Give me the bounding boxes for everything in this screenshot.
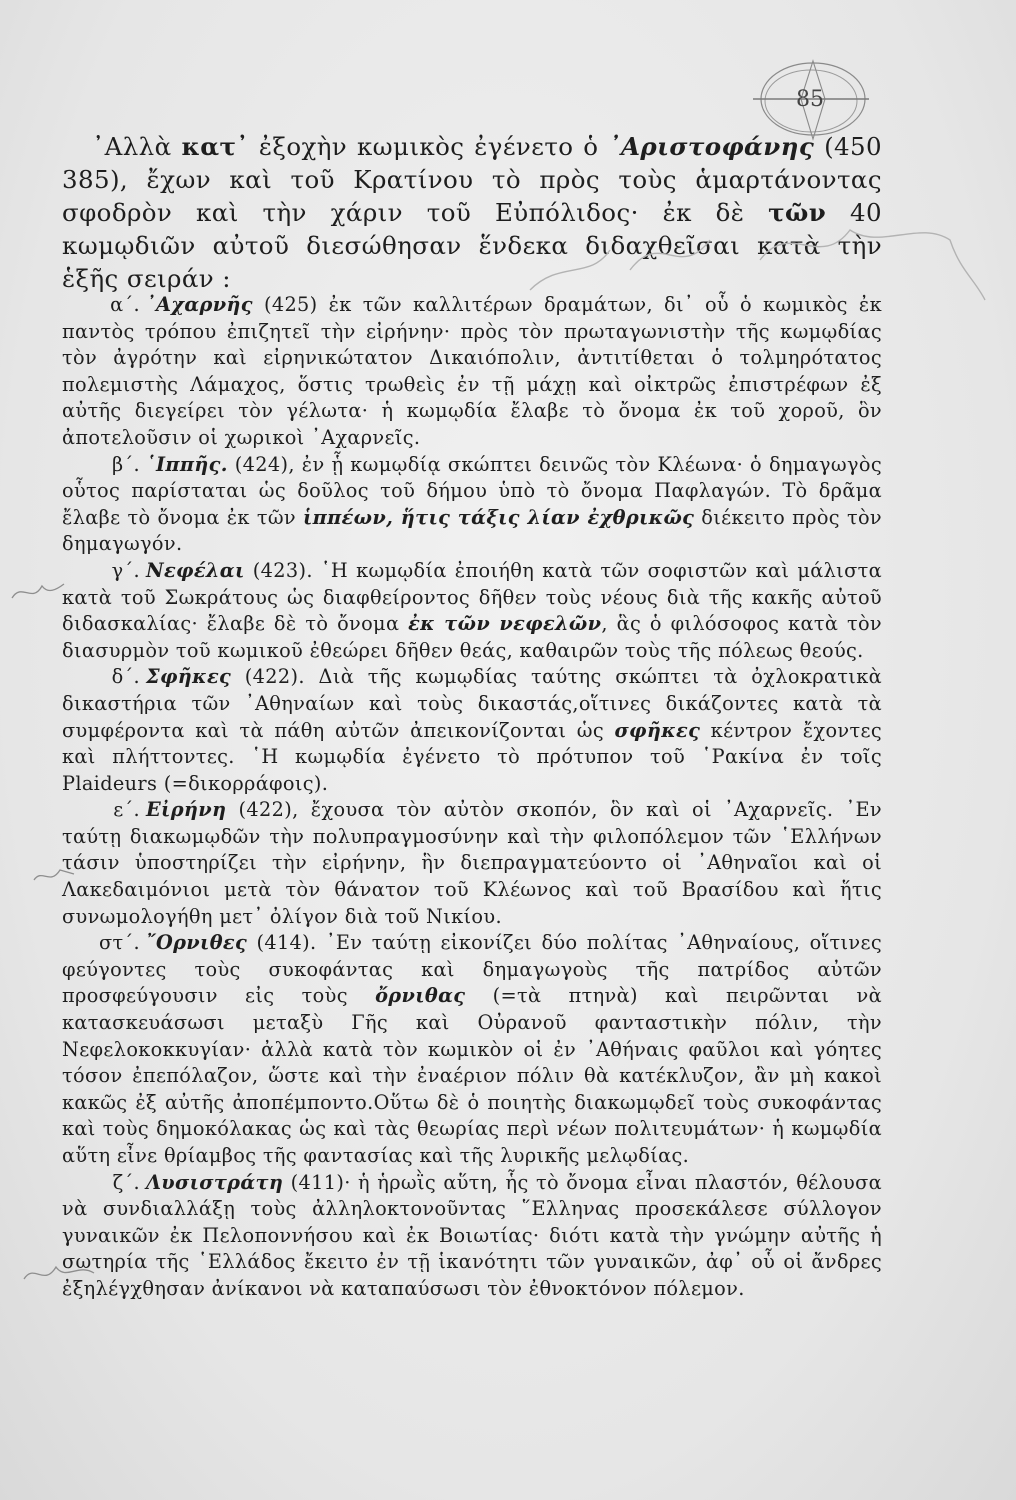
- entry-title: Σφῆκες: [146, 665, 232, 689]
- entry-number: ζ΄.: [112, 1170, 140, 1194]
- entry-title: Εἰρήνη: [146, 798, 227, 822]
- list-item: [62, 452, 882, 558]
- intro-ton: τῶν: [768, 198, 827, 227]
- entry-text-end: κέντρον ἔχοντες καὶ πλήττοντες. ῾Η κωμῳδία ἐγένετο τὸ πρότυπον τοῦ ῾Ρακίνα ἐν τοῖς Plaideurs (=δικορράφοις).: [62, 718, 882, 795]
- entry-title: ᾿Αχαρνῆς: [146, 293, 253, 316]
- intro-text-3: (450 385), ἔχων καὶ τοῦ Κρατίνου τὸ πρὸς τοὺς ἁμαρτάνοντας σφοδρὸν καὶ τὴν χάριν τοῦ Εὐπόλιδος· ἐκ δὲ: [62, 132, 883, 227]
- intro-text-1: ᾿Αλλὰ: [92, 132, 182, 161]
- entry-emphasis: ἐκ τῶν νεφελῶν: [408, 612, 602, 636]
- list-item: [62, 664, 882, 797]
- entry-title: Λυσιστράτη: [146, 1170, 284, 1194]
- pencil-mark-icon: [8, 570, 68, 610]
- entry-text: (423). ῾Η κωμῳδία ἐποιήθη κατὰ τῶν σοφιστῶν καὶ μάλιστα κατὰ τοῦ Σωκράτους ὡς διαφθείροντος δῆθεν τοὺς νέους διὰ τῆς κακῆς αὐτοῦ διδασκαλίας· ἔλαβε δὲ τὸ ὄνομα: [62, 558, 882, 636]
- entry-text: (422), ἔχουσα τὸν αὐτὸν σκοπόν, ὃν καὶ οἱ ᾿Αχαρνεῖς. ᾿Εν ταύτῃ διακωμῳδῶν τὴν πολυπραγμοσύνην καὶ τὴν φιλοπόλεμον τῶν ῾Ελλήνων τάσιν ὑποστηρίζει τὴν εἰρήνην, ἣν διεπραγματεύοντο οἱ ᾿Αθηναῖοι καὶ οἱ Λακεδαιμόνιοι μετὰ τὸν θάνατον τοῦ Κλέωνος καὶ τοῦ Βρασίδου καὶ ἥτις συνωμολογήθη μετ᾿ ὀλίγον διὰ τοῦ Νικίου.: [62, 798, 882, 928]
- entry-number: στ΄.: [99, 931, 140, 955]
- entry-text-end: , ἃς ὁ φιλόσοφος κατὰ τὸν διασυρμὸν τοῦ κωμικοῦ ἐθεώρει δῆθεν θεάς, καθαιρῶν τοὺς τῆς πόλεως θεούς.: [62, 612, 882, 662]
- entry-text-end: διέκειτο πρὸς τὸν δημαγωγόν.: [62, 505, 882, 556]
- entry-emphasis: ὄρνιθας: [375, 984, 466, 1008]
- entry-title: Νεφέλαι: [146, 558, 245, 582]
- entry-number: β΄.: [112, 452, 140, 476]
- pencil-mark-icon: [30, 860, 80, 890]
- list-item: [62, 1170, 882, 1303]
- entry-number: ε΄.: [113, 798, 140, 822]
- entry-text: (414). ᾿Εν ταύτῃ εἰκονίζει δύο πολίτας ᾿Αθηναίους, οἵτινες φεύγοντες τοὺς συκοφάντας καὶ δημαγωγοὺς τῆς πατρίδος αὐτῶν προσφεύγουσιν εἰς τοὺς: [62, 931, 882, 1008]
- entry-text: (422). Διὰ τῆς κωμῳδίας ταύτης σκώπτει τὰ ὀχλοκρατικὰ δικαστήρια τῶν ᾿Αθηναίων καὶ τοὺς δικαστάς,οἵτινες δικάζοντες κατὰ τὰ συμφέροντα καὶ τὰ πάθη αὐτῶν ἀπεικονίζονται ὡς: [62, 665, 882, 742]
- intro-text-4: 40 κωμῳδιῶν αὐτοῦ διεσώθησαν ἕνδεκα διδαχθεῖσαι κατὰ τὴν ἑξῆς σειράν :: [62, 198, 882, 293]
- comedies-list: [62, 292, 882, 1303]
- page-number: 85: [796, 87, 824, 112]
- intro-aristophanes: ᾿Αριστοφάνης: [608, 132, 815, 161]
- list-item: [62, 930, 882, 1169]
- entry-number: δ΄.: [111, 665, 140, 689]
- entry-number: α΄.: [110, 293, 140, 316]
- entry-text: (424), ἐν ᾗ κωμῳδίᾳ σκώπτει δεινῶς τὸν Κλέωνα· ὁ δημαγωγὸς οὗτος παρίσταται ὡς δοῦλος τοῦ δήμου ὑπὸ τὸ ὄνομα Παφλαγών. Τὸ δρᾶμα ἔλαβε τὸ ὄνομα ἐκ τῶν: [62, 452, 882, 529]
- intro-text-2: ἐξοχὴν κωμικὸς ἐγένετο ὁ: [249, 132, 609, 161]
- entry-title: ῾Ιππῆς.: [146, 452, 228, 476]
- entry-title: ῎Ορνιθες: [146, 931, 248, 955]
- intro-kat: κατ᾿: [181, 132, 249, 161]
- entry-text: (411)· ἡ ἡρωῒς αὕτη, ἧς τὸ ὄνομα εἶναι πλαστόν, θέλουσα νὰ συνδιαλλάξῃ τοὺς ἀλληλοκτονοῦντας ῞Ελληνας προσεκάλεσε σύλλογον γυναικῶν ἐκ Πελοποννήσου καὶ ἐκ Βοιωτίας· διότι κατὰ τὴν γνώμην αὐτῆς ἡ σωτηρία τῆς ῾Ελλάδος ἔκειτο ἐν τῇ ἱκανότητι τῶν γυναικῶν, ἀφ᾿ οὗ οἱ ἄνδρες ἐξηλέγχθησαν ἀνίκανοι νὰ καταπαύσωσι τὸν ἐθνοκτόνον πόλεμον.: [62, 1170, 882, 1300]
- list-item: [62, 558, 882, 664]
- pencil-scribble-icon: [520, 210, 990, 330]
- entry-number: γ΄.: [111, 558, 140, 582]
- pencil-mark-icon: [20, 1255, 100, 1295]
- entry-text: (425) ἐκ τῶν καλλιτέρων δραμάτων, δι᾿ οὗ ὁ κωμικὸς ἐκ παντὸς τρόπου ἐπιζητεῖ τὴν εἰρήνην· πρὸς τὸν πρωταγωνιστὴν τῆς κωμῳδίας τὸν ἀγρότην καὶ εἰρηνικώτατον Δικαιόπολιν, ἀντιτίθεται ὁ τολμηρότατος πολεμιστὴς Λάμαχος, ὅστις τρωθεὶς ἐν τῇ μάχῃ καὶ οἰκτρῶς ἐπιστρέφων ἐξ αὐτῆς διεγείρει τὸν γέλωτα· ἡ κωμῳδία ἔλαβε τὸ ὄνομα ἐκ τοῦ χοροῦ, ὃν ἀποτελοῦσιν οἱ χωρικοὶ ᾿Αχαρνεῖς.: [62, 293, 882, 449]
- entry-emphasis: ἱππέων, ἥτις τάξις λίαν ἐχθρικῶς: [302, 505, 695, 529]
- list-item: [62, 797, 882, 930]
- entry-emphasis: σφῆκες: [614, 718, 701, 742]
- entry-text-end: (=τὰ πτηνὰ) καὶ πειρῶνται νὰ κατασκευάσωσι μεταξὺ Γῆς καὶ Οὐρανοῦ φανταστικὴν πόλιν, τὴν Νεφελοκοκκυγίαν· ἀλλὰ κατὰ τὸν κωμικὸν οἱ ἐν ᾿Αθήναις φαῦλοι καὶ γόητες τόσον ἐπεπόλαζον, ὥστε καὶ τὴν ἐναέριον πόλιν θὰ κατέκλυζον, ἂν μὴ κακοὶ κακῶς ἐξ αὐτῆς ἀποπέμποντο.Οὕτω δὲ ὁ ποιητὴς διακωμῳδεῖ τοὺς συκοφάντας καὶ τοὺς δημοκόλακας ὡς καὶ τὰς θεωρίας περὶ νέων πολιτευμάτων· ἡ κωμῳδία αὕτη εἶνε θρίαμβος τῆς φαντασίας καὶ τῆς λυρικῆς μελῳδίας.: [62, 984, 883, 1167]
